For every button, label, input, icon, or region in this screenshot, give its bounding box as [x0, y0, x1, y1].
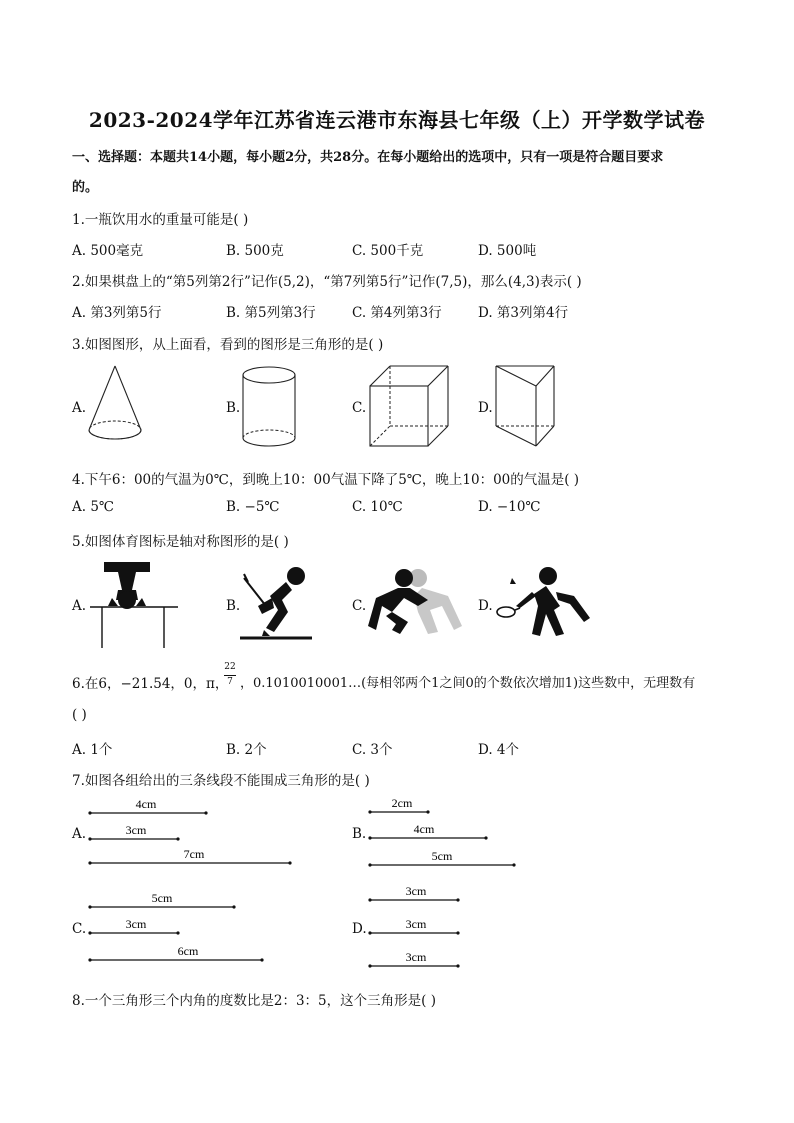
segment-d1 [368, 884, 459, 902]
q2-option-b[interactable]: B. 第5列第3行 [226, 305, 316, 321]
question-8-stem: 8.一个三角形三个内角的度数比是2：3：5，这个三角形是( ) [72, 993, 436, 1009]
fraction-denominator: 7 [227, 677, 233, 687]
segment-c2 [88, 917, 179, 935]
svg-text:3cm: 3cm [405, 917, 427, 931]
skiing-icon [240, 562, 316, 646]
segment-c3 [88, 944, 263, 962]
question-6-stem-end: ，0.1010010001…(每相邻两个1之间0的个数依次增加1)这些数中，无理数有 [240, 676, 696, 691]
question-7-stem: 7.如图各组给出的三条线段不能围成三角形的是( ) [72, 773, 370, 789]
question-2-stem: 2.如果棋盘上的“第5列第2行”记作(5,2)，“第7列第5行”记作(7,5)，那么(4,3)表示( ) [72, 274, 582, 290]
segment-d3 [368, 950, 459, 968]
q7-option-a[interactable]: A. [72, 826, 87, 842]
cylinder-figure [240, 366, 300, 448]
q3-option-c[interactable]: C. [352, 400, 367, 416]
svg-text:3cm: 3cm [405, 950, 427, 964]
svg-text:3cm: 3cm [125, 823, 147, 837]
cone-figure [86, 364, 146, 448]
question-5-stem: 5.如图体育图标是轴对称图形的是( ) [72, 534, 289, 550]
segments-group-c [86, 888, 270, 964]
prism-figure [494, 364, 558, 450]
svg-text:4cm: 4cm [413, 822, 435, 836]
q7-option-b[interactable]: B. [352, 826, 367, 842]
section-heading-cont: 的。 [72, 180, 99, 195]
badminton-icon [494, 566, 594, 638]
q6-option-c[interactable]: C. 3个 [352, 742, 393, 758]
q4-option-a[interactable]: A. 5℃ [72, 499, 115, 515]
segment-a1 [88, 797, 207, 815]
fraction-numerator: 22 [224, 662, 236, 672]
segment-a3 [88, 847, 291, 865]
svg-text:3cm: 3cm [405, 884, 427, 898]
segments-group-d [366, 882, 466, 970]
q1-option-b[interactable]: B. 500克 [226, 243, 284, 259]
q6-option-d[interactable]: D. 4个 [478, 742, 520, 758]
gymnastics-icon [88, 560, 180, 650]
svg-text:7cm: 7cm [183, 847, 205, 861]
svg-text:3cm: 3cm [125, 917, 147, 931]
q4-option-d[interactable]: D. −10℃ [478, 499, 541, 515]
segment-b1 [368, 796, 429, 814]
question-6-paren: ( ) [72, 707, 87, 723]
segment-b2 [368, 822, 487, 840]
svg-text:5cm: 5cm [431, 849, 453, 863]
fraction-bar [224, 675, 236, 676]
q3-option-b[interactable]: B. [226, 400, 241, 416]
q5-option-b[interactable]: B. [226, 598, 241, 614]
wrestling-icon [368, 566, 466, 638]
q1-option-a[interactable]: A. 500毫克 [72, 243, 144, 259]
q5-option-c[interactable]: C. [352, 598, 367, 614]
q1-option-c[interactable]: C. 500千克 [352, 243, 424, 259]
svg-text:5cm: 5cm [151, 891, 173, 905]
q2-option-d[interactable]: D. 第3列第4行 [478, 305, 569, 321]
q3-option-a[interactable]: A. [72, 400, 87, 416]
segment-b3 [368, 849, 515, 867]
svg-text:6cm: 6cm [177, 944, 199, 958]
section-heading: 一、选择题：本题共14小题，每小题2分，共28分。在每小题给出的选项中，只有一项是符合题目要求 [72, 150, 664, 165]
segment-a2 [88, 823, 179, 841]
q4-option-b[interactable]: B. −5℃ [226, 499, 280, 515]
question-3-stem: 3.如图图形，从上面看，看到的图形是三角形的是( ) [72, 337, 384, 353]
question-1-stem: 1.一瓶饮用水的重量可能是( ) [72, 212, 249, 228]
segments-group-b [366, 795, 526, 867]
q7-option-c[interactable]: C. [72, 921, 87, 937]
segment-c1 [88, 891, 235, 909]
q6-option-a[interactable]: A. 1个 [72, 742, 113, 758]
q5-option-a[interactable]: A. [72, 598, 87, 614]
svg-text:4cm: 4cm [135, 797, 157, 811]
q7-option-d[interactable]: D. [352, 921, 367, 937]
cube-figure [368, 364, 450, 450]
question-6-stem-start: 6.在6，−21.54，0，π， [72, 676, 229, 692]
q1-option-d[interactable]: D. 500吨 [478, 243, 537, 259]
segments-group-a [86, 796, 296, 866]
q6-option-b[interactable]: B. 2个 [226, 742, 267, 758]
page-title: 2023-2024学年江苏省连云港市东海县七年级（上）开学数学试卷 [88, 108, 706, 132]
q3-option-d[interactable]: D. [478, 400, 493, 416]
q4-option-c[interactable]: C. 10℃ [352, 499, 403, 515]
segment-d2 [368, 917, 459, 935]
q2-option-a[interactable]: A. 第3列第5行 [72, 305, 162, 321]
svg-text:2cm: 2cm [391, 796, 413, 810]
question-4-stem: 4.下午6：00的气温为0℃，到晚上10：00气温下降了5℃，晚上10：00的气温是( ) [72, 472, 580, 488]
q5-option-d[interactable]: D. [478, 598, 493, 614]
q2-option-c[interactable]: C. 第4列第3行 [352, 305, 442, 321]
